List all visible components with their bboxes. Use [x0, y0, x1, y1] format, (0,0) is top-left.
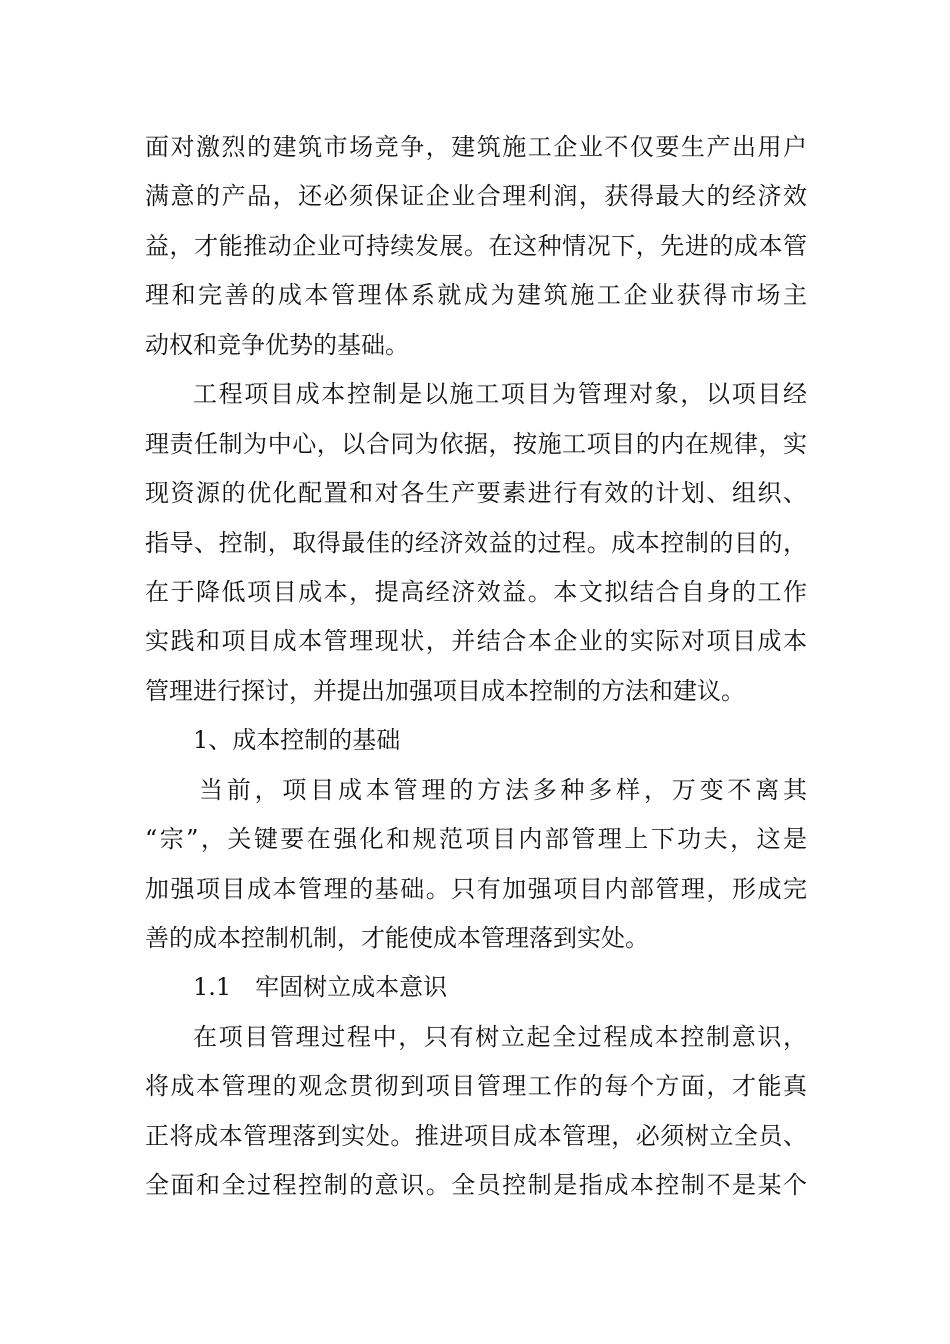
paragraph-line: 善的成本控制机制，才能使成本管理落到实处。 [145, 924, 649, 952]
body-text [145, 123, 807, 1211]
paragraph-line: 当前，项目成本管理的方法多种多样，万变不离其 [199, 775, 807, 804]
paragraph-line: 指导、控制，取得最佳的经济效益的过程。成本控制的目的， [145, 528, 807, 557]
paragraph-line: 正将成本管理落到实处。推进项目成本管理，必须树立全员、 [145, 1121, 807, 1150]
paragraph-line: 实践和项目成本管理现状，并结合本企业的实际对项目成本 [145, 627, 807, 656]
paragraph-line: 理责任制为中心，以合同为依据，按施工项目的内在规律，实 [145, 429, 807, 458]
paragraph-line: 满意的产品，还必须保证企业合理利润，获得最大的经济效 [145, 182, 807, 211]
paragraph-line: “宗”，关键要在强化和规范项目内部管理上下功夫，这是 [145, 825, 807, 854]
paragraph-line: 现资源的优化配置和对各生产要素进行有效的计划、组织、 [145, 479, 807, 508]
paragraph-line: 在项目管理过程中，只有树立起全过程成本控制意识， [193, 1022, 807, 1051]
paragraph-line: 益，才能推动企业可持续发展。在这种情况下，先进的成本管 [145, 231, 807, 260]
subsection-heading: 1.1 牢固树立成本意识 [193, 973, 448, 1002]
paragraph-line: 在于降低项目成本，提高经济效益。本文拟结合自身的工作 [145, 577, 807, 606]
paragraph-line: 管理进行探讨，并提出加强项目成本控制的方法和建议。 [145, 676, 745, 705]
section-heading: 1、成本控制的基础 [193, 726, 401, 755]
paragraph-line: 面对激烈的建筑市场竞争，建筑施工企业不仅要生产出用户 [145, 133, 807, 161]
paragraph-line: 加强项目成本管理的基础。只有加强项目内部管理，形成完 [145, 874, 807, 903]
paragraph-line: 全面和全过程控制的意识。全员控制是指成本控制不是某个 [145, 1171, 807, 1200]
paragraph-line: 理和完善的成本管理体系就成为建筑施工企业获得市场主 [145, 281, 807, 310]
paragraph-line: 工程项目成本控制是以施工项目为管理对象，以项目经 [193, 380, 807, 409]
paragraph-line: 动权和竞争优势的基础。 [145, 330, 409, 359]
paragraph-line: 将成本管理的观念贯彻到项目管理工作的每个方面，才能真 [145, 1072, 807, 1101]
